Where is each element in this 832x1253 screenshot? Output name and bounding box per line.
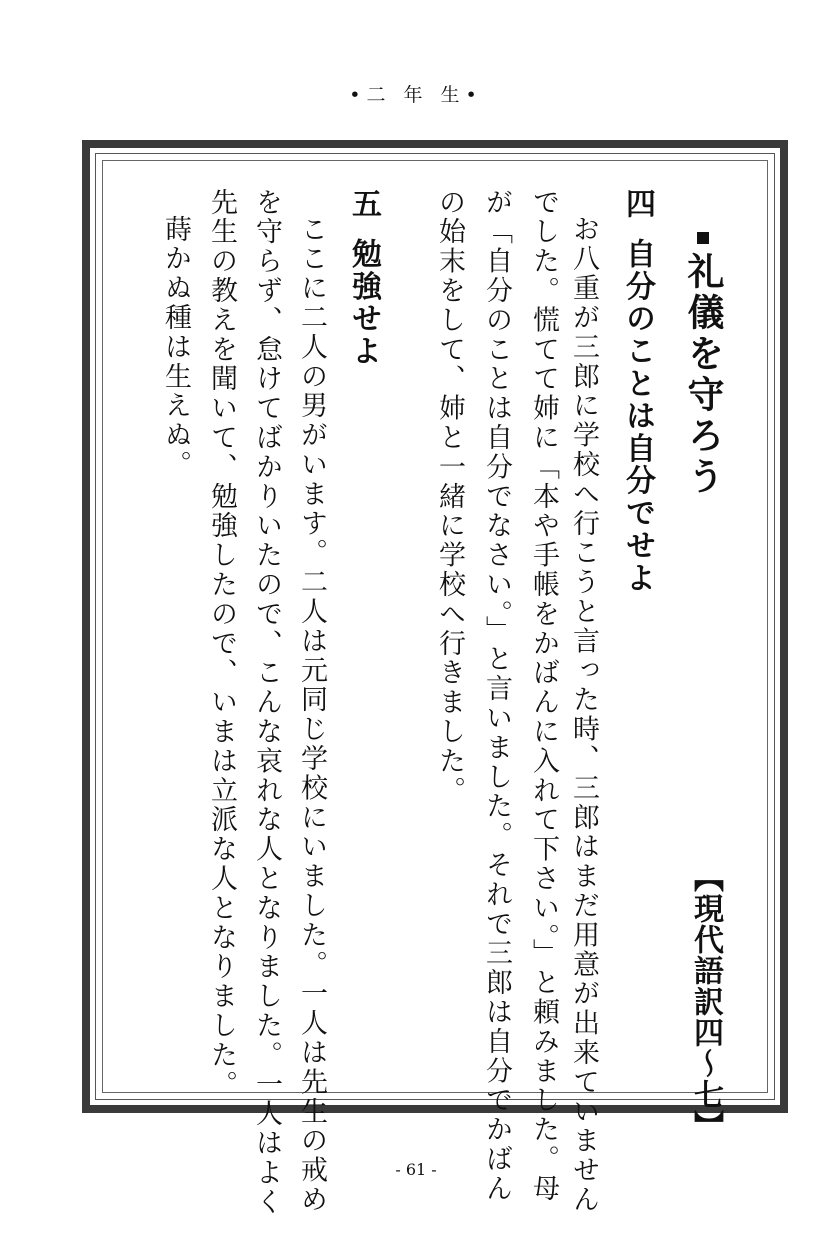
section-5-line-2: を守らず、怠けてばかりいたので、こんな哀れな人となりました。一人はよく — [251, 188, 282, 1217]
title-bullet-icon — [697, 232, 709, 244]
section-4-number: 四 — [620, 188, 655, 221]
section-5-line-1: ここに二人の男がいます。二人は元同じ学校にいました。一人は先生の戒め — [296, 215, 327, 1215]
section-4-line-1: お八重が三郎に学校へ行こうと言った時、三郎はまだ用意が出来ていません — [568, 215, 599, 1215]
section-4-line-2: でした。慌てて姉に「本や手帳をかばんに入れて下さい。」と頼みました。母 — [528, 188, 559, 1204]
section-4-line-3: が「自分のことは自分でなさい。」と言いました。それで三郎は自分でかばん — [481, 188, 512, 1204]
section-title-text: 礼儀を守ろう — [681, 252, 725, 498]
page-number: - 61 - — [395, 1160, 437, 1179]
section-4-heading: 自分のことは自分でせよ — [620, 238, 655, 595]
proverb: 蒔かぬ種は生えぬ。 — [160, 215, 191, 480]
translation-label: 【現代語訳四～七】 — [688, 862, 723, 1141]
section-4-line-4: の始末をして、姉と一緒に学校へ行きました。 — [434, 188, 465, 806]
section-5-line-3: 先生の教えを聞いて、勉強したので、いまは立派な人となりました。 — [206, 188, 237, 1100]
page-header: •二 年 生• — [349, 84, 483, 106]
section-5-heading: 勉強せよ — [346, 238, 381, 368]
section-5-number: 五 — [346, 188, 381, 221]
section-title — [681, 232, 725, 498]
